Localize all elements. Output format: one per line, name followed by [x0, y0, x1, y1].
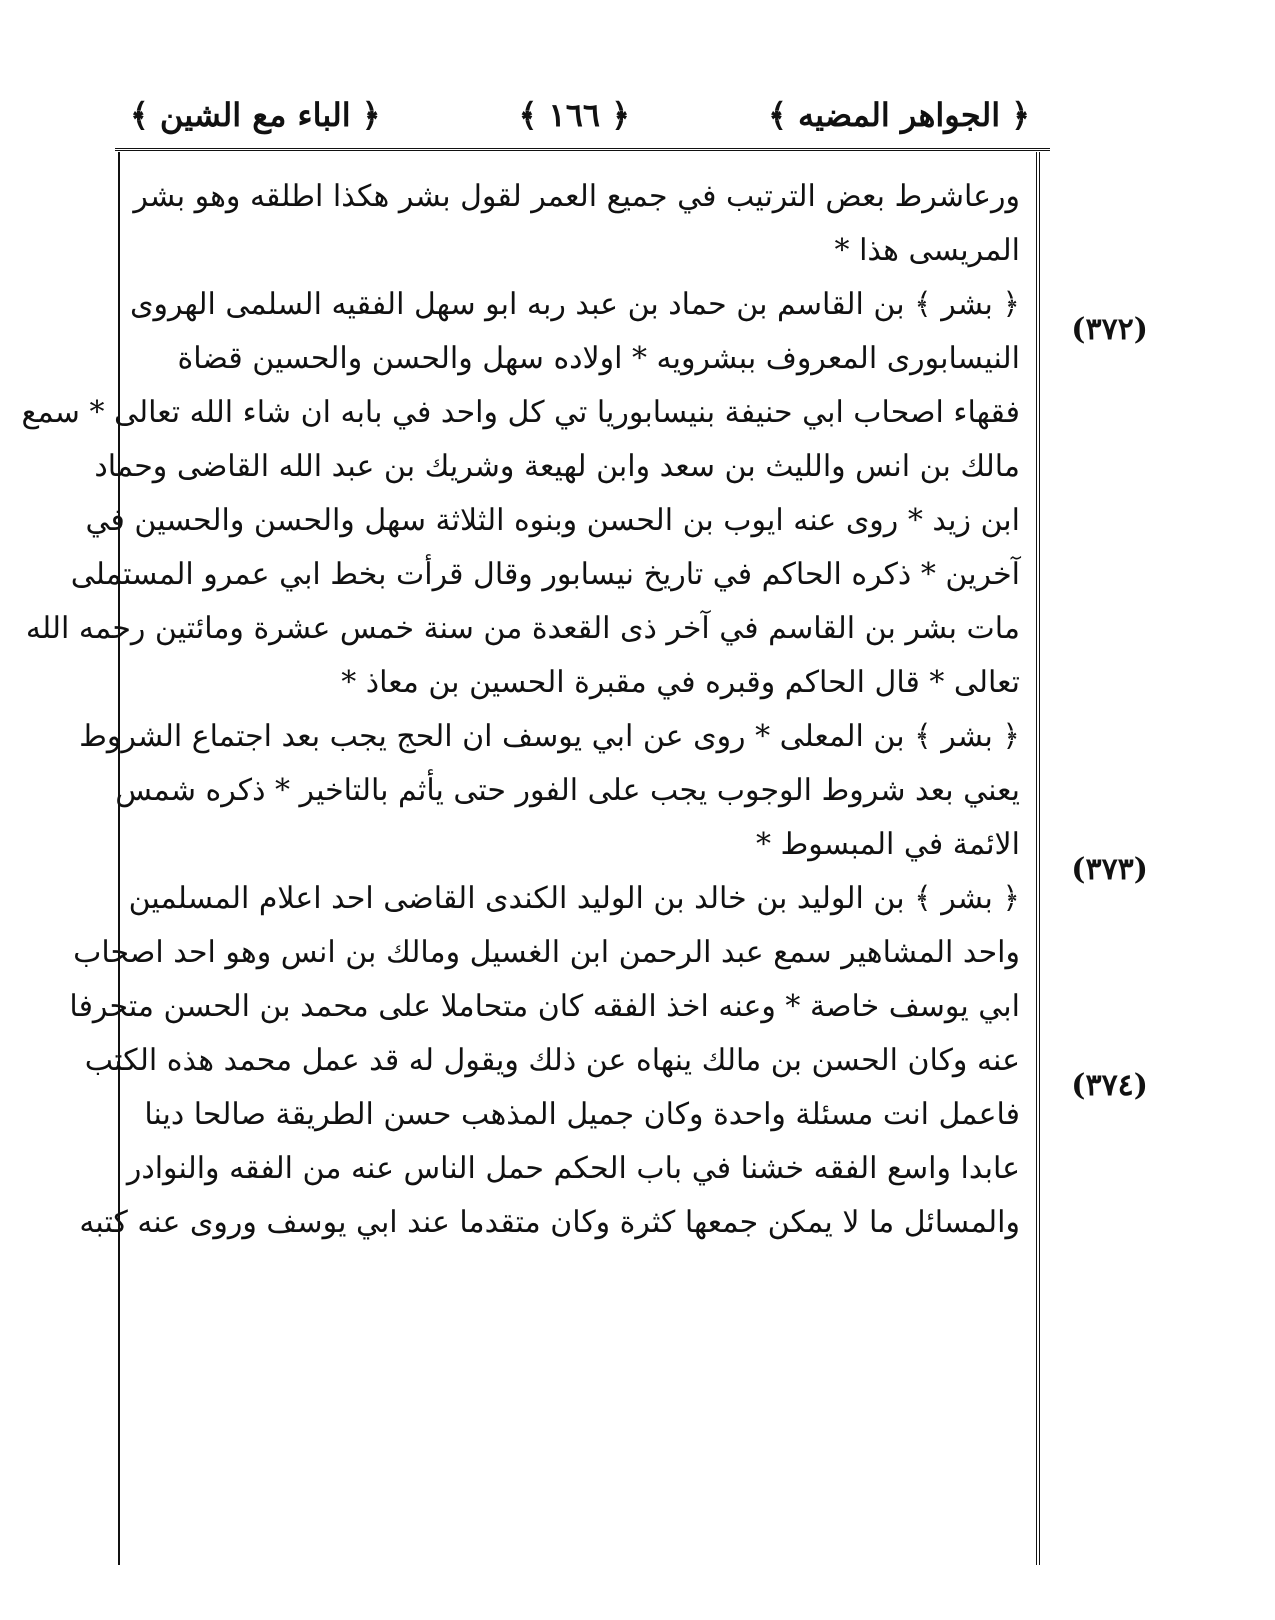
entry-number-374: (٣٧٤) — [1071, 1068, 1148, 1103]
header-rule — [115, 148, 1050, 151]
entry-number-372: (٣٧٢) — [1071, 312, 1148, 347]
text-line: ﴿ بشر ﴾ بن القاسم بن حماد بن عبد ربه ابو سهل الفقيه السلمى الهروى — [130, 287, 1020, 322]
left-margin-rule — [118, 152, 120, 1565]
text-line: مالك بن انس والليث بن سعد وابن لهيعة وشريك بن عبد الله القاضى وحماد — [94, 449, 1020, 484]
text-line: فقهاء اصحاب ابي حنيفة بنيسابوريا تي كل واحد في بابه ان شاء الله تعالى * سمع — [21, 395, 1020, 430]
text-line: ﴿ بشر ﴾ بن الوليد بن خالد بن الوليد الكندى القاضى احد اعلام المسلمين — [128, 881, 1020, 916]
right-margin-rule — [1036, 152, 1040, 1565]
text-line: المريسى هذا * — [834, 233, 1020, 268]
text-line: عابدا واسع الفقه خشنا في باب الحكم حمل الناس عنه من الفقه والنوادر — [126, 1151, 1020, 1186]
text-line: عنه وكان الحسن بن مالك ينهاه عن ذلك ويقول له قد عمل محمد هذه الكتب — [84, 1043, 1020, 1078]
body-text — [21, 170, 1020, 1250]
text-line: الائمة في المبسوط * — [755, 827, 1020, 862]
text-line: يعني بعد شروط الوجوب يجب على الفور حتى يأثم بالتاخير * ذكره شمس — [115, 773, 1020, 808]
page-number: ﴿ ١٦٦ ﴾ — [518, 96, 630, 134]
text-line: آخرين * ذكره الحاكم في تاريخ نيسابور وقال قرأت بخط ابي عمرو المستملى — [70, 557, 1020, 592]
text-line: مات بشر بن القاسم في آخر ذى القعدة من سنة خمس عشرة ومائتين رحمه الله — [25, 611, 1020, 646]
text-line: النيسابورى المعروف ببشرويه * اولاده سهل والحسن والحسين قضاة — [177, 341, 1020, 376]
entry-number-373: (٣٧٣) — [1071, 852, 1148, 887]
text-line: ﴿ بشر ﴾ بن المعلى * روى عن ابي يوسف ان الحج يجب بعد اجتماع الشروط — [79, 719, 1020, 754]
section-title: ﴿ الباء مع الشين ﴾ — [130, 96, 381, 134]
text-line: ورعاشرط بعض الترتيب في جميع العمر لقول بشر هكذا اطلقه وهو بشر — [133, 179, 1020, 214]
text-line: ابن زيد * روى عنه ايوب بن الحسن وبنوه الثلاثة سهل والحسن والحسين في — [85, 503, 1020, 538]
text-line: فاعمل انت مسئلة واحدة وكان جميل المذهب حسن الطريقة صالحا دينا — [144, 1097, 1020, 1132]
text-line: والمسائل ما لا يمكن جمعها كثرة وكان متقدما عند ابي يوسف وروى عنه كتبه — [79, 1205, 1020, 1240]
book-title: ﴿ الجواهر المضيه ﴾ — [768, 96, 1030, 134]
text-line: تعالى * قال الحاكم وقبره في مقبرة الحسين بن معاذ * — [341, 665, 1020, 700]
text-line: واحد المشاهير سمع عبد الرحمن ابن الغسيل ومالك بن انس وهو احد اصحاب — [73, 935, 1020, 970]
running-header — [130, 90, 1030, 140]
text-line: ابي يوسف خاصة * وعنه اخذ الفقه كان متحاملا على محمد بن الحسن متحرفا — [69, 989, 1020, 1024]
